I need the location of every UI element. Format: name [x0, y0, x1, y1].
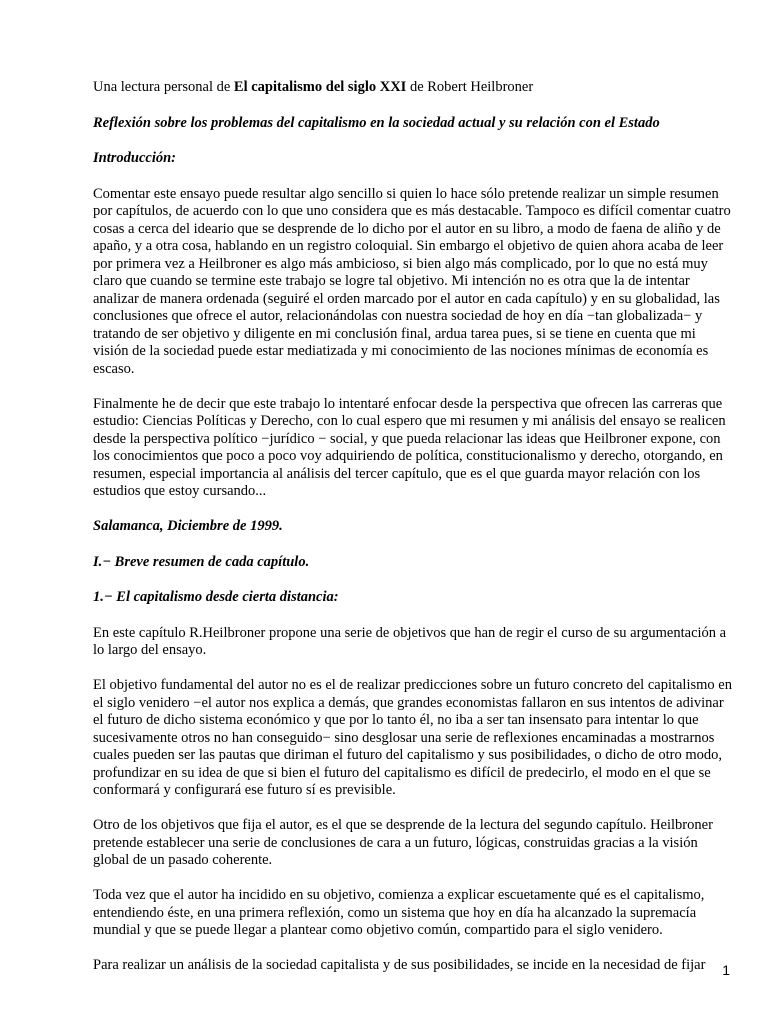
paragraph-chapter-1: En este capítulo R.Heilbroner propone una serie de objetivos que han de regir el curso de su argumentación a lo largo del ensayo.: [93, 624, 727, 658]
place-date: Salamanca, Diciembre de 1999.: [93, 518, 283, 534]
book-title: El capitalismo del siglo XXI: [233, 79, 407, 95]
paragraph-chapter-2: El objetivo fundamental del autor no es el de realizar predicciones sobre un futuro concreto del capitalismo en el siglo venidero −el autor nos explica a demás, que grandes economistas fallaron en sus intentos de adivinar el futuro de dicho sistema económico y que por lo tanto él, no iba a ser tan insensato para intentar lo que sucesivamente otros no han conseguido− sino desglosar una serie de reflexiones encaminadas a mostrarnos cuales pueden ser las pautas que diriman el futuro del capitalismo y sus posibilidades, o dicho de otro modo, profundizar en su idea de que si bien el futuro del capitalismo es difícil de predecirlo, el modo en el que se conformará y configurará ese futuro sí es previsible.: [93, 677, 732, 798]
paragraph-intro-1: Comentar este ensayo puede resultar algo sencillo si quien lo hace sólo pretende realizar un simple resumen por capítulos, de acuerdo con lo que uno considera que es más destacable. Tampoco es difícil comentar cuatro cosas a cerca del ideario que se desprende de lo dicho por el autor en su libro, a modo de faena de aliño y de apaño, y a otra cosa, hablando en un registro coloquial. Sin embargo el objetivo de quien ahora acaba de leer por primera vez a Heilbroner es algo más ambicioso, si bien algo más complicado, por lo que no está muy claro que cuando se termine este trabajo se logre tal objetivo. Mi intención no es otra que la de intentar analizar de manera ordenada (seguiré el orden marcado por el autor en cada capítulo) y en su globalidad, las conclusiones que ofrece el autor, relacionándolas con nuestra sociedad de hoy en día −tan globalizada− y tratando de ser objetivo y diligente en mi conclusión final, ardua tarea pues, si se tiene en cuenta que mi visión de la sociedad puede estar mediatizada y mi conocimiento de las nociones mínimas de economía es escaso.: [93, 185, 731, 377]
paragraph-chapter-3: Otro de los objetivos que fija el autor, es el que se desprende de la lectura del segundo capítulo. Heilbroner pretende establecer una serie de conclusiones de cara a un futuro, lógicas, construidas gracias a la visión global de un pasado coherente.: [93, 817, 713, 868]
header-author: de Robert Heilbroner: [406, 79, 534, 95]
document-page: [93, 79, 733, 992]
essay-subtitle: Reflexión sobre los problemas del capitalismo en la sociedad actual y su relación con el Estado: [93, 114, 660, 131]
paragraph-intro-2: Finalmente he de decir que este trabajo lo intentaré enfocar desde la perspectiva que ofrecen las carreras que estudio: Ciencias Políticas y Derecho, con lo cual espero que mi resumen y mi análisis del ensayo se realicen desde la perspectiva político −jurídico − social, y que pueda relacionar las ideas que Heilbroner expone, con los conocimientos que poco a poco voy adquiriendo de política, constitucionalismo y derecho, otorgando, en resumen, especial importancia al análisis del tercer capítulo, que es el que guarda mayor relación con los estudios que estoy cursando...: [93, 395, 726, 499]
chapter-heading: 1.− El capitalismo desde cierta distancia:: [93, 589, 339, 605]
document-header: [93, 79, 733, 97]
page-number: 1: [722, 962, 730, 978]
section-heading: I.− Breve resumen de cada capítulo.: [93, 553, 310, 570]
paragraph-chapter-4: Toda vez que el autor ha incidido en su objetivo, comienza a explicar escuetamente qué es el capitalismo, entendiendo éste, en una primera reflexión, como un sistema que hoy en día ha alcanzado la supremacía mundial y que se puede llegar a plantear como objetivo común, compartido para el siglo venidero.: [93, 887, 705, 938]
header-prefix: Una lectura personal de: [93, 79, 234, 95]
intro-heading: Introducción:: [93, 150, 176, 166]
paragraph-chapter-5: Para realizar un análisis de la sociedad capitalista y de sus posibilidades, se incide en la necesidad de fijar: [93, 957, 706, 973]
